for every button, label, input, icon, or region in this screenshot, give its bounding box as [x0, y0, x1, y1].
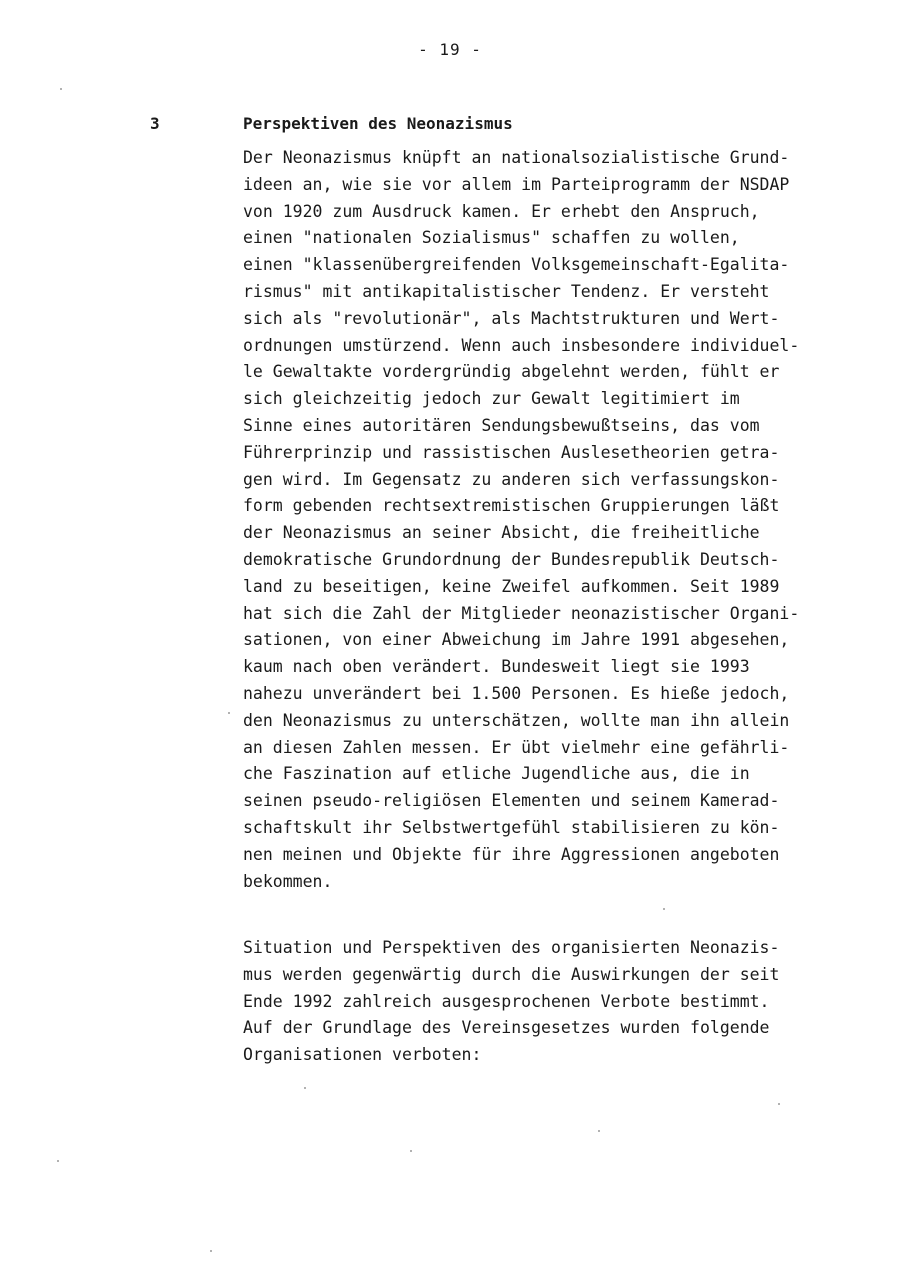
section-number: 3: [150, 114, 160, 133]
text-line: gen wird. Im Gegensatz zu anderen sich verfassungskon-: [243, 469, 780, 489]
text-line: an diesen Zahlen messen. Er übt vielmehr eine gefährli-: [243, 737, 790, 757]
text-line: land zu beseitigen, keine Zweifel aufkommen. Seit 1989: [243, 576, 780, 596]
text-line: Situation und Perspektiven des organisierten Neonazis-: [243, 938, 780, 957]
text-line: rismus" mit antikapitalistischer Tendenz. Er versteht: [243, 281, 770, 301]
scan-speck: [60, 88, 62, 90]
text-line: seinen pseudo-religiösen Elementen und seinem Kamerad-: [243, 791, 780, 811]
text-line: hat sich die Zahl der Mitglieder neonazistischer Organi-: [243, 603, 800, 623]
text-line: le Gewaltakte vordergründig abgelehnt werden, fühlt er: [243, 362, 780, 382]
text-line: Sinne eines autoritären Sendungsbewußtseins, das vom: [243, 415, 760, 435]
text-line: einen "nationalen Sozialismus" schaffen zu wollen,: [243, 228, 740, 248]
text-line: Organisationen verboten:: [243, 1045, 482, 1065]
scan-speck: [598, 1130, 600, 1132]
paragraph-1: [243, 145, 883, 895]
text-line: nen meinen und Objekte für ihre Aggressionen angeboten: [243, 844, 780, 864]
scan-speck: [778, 1103, 780, 1105]
text-line: demokratische Grundordnung der Bundesrepublik Deutsch-: [243, 549, 780, 569]
text-line: che Faszination auf etliche Jugendliche aus, die in: [243, 764, 750, 784]
text-line: ideen an, wie sie vor allem im Parteiprogramm der NSDAP: [243, 174, 790, 194]
text-line: von 1920 zum Ausdruck kamen. Er erhebt den Anspruch,: [243, 201, 760, 221]
section-heading: Perspektiven des Neonazismus: [243, 114, 513, 133]
text-line: schaftskult ihr Selbstwertgefühl stabilisieren zu kön-: [243, 817, 780, 837]
text-line: Auf der Grundlage des Vereinsgesetzes wurden folgende: [243, 1018, 770, 1038]
text-line: einen "klassenübergreifenden Volksgemeinschaft-Egalita-: [243, 255, 790, 275]
text-line: den Neonazismus zu unterschätzen, wollte man ihn allein: [243, 710, 790, 730]
text-line: sich gleichzeitig jedoch zur Gewalt legitimiert im: [243, 389, 740, 409]
text-line: Führerprinzip und rassistischen Auslesetheorien getra-: [243, 442, 780, 462]
text-line: bekommen.: [243, 871, 333, 891]
text-line: sich als "revolutionär", als Machtstrukturen und Wert-: [243, 308, 780, 328]
scan-speck: [228, 712, 230, 714]
text-line: Der Neonazismus knüpft an nationalsozialistische Grund-: [243, 148, 790, 167]
scan-speck: [663, 908, 665, 910]
text-line: der Neonazismus an seiner Absicht, die freiheitliche: [243, 523, 760, 543]
text-line: mus werden gegenwärtig durch die Auswirkungen der seit: [243, 964, 780, 984]
scan-speck: [210, 1250, 212, 1252]
text-line: kaum nach oben verändert. Bundesweit liegt sie 1993: [243, 657, 750, 677]
page-number: - 19 -: [418, 40, 482, 59]
scan-speck: [57, 1160, 59, 1162]
text-line: sationen, von einer Abweichung im Jahre 1991 abgesehen,: [243, 630, 790, 650]
scan-speck: [410, 1150, 412, 1152]
text-line: form gebenden rechtsextremistischen Gruppierungen läßt: [243, 496, 780, 516]
text-line: nahezu unverändert bei 1.500 Personen. Es hieße jedoch,: [243, 683, 790, 703]
paragraph-2: [243, 935, 883, 1069]
text-line: Ende 1992 zahlreich ausgesprochenen Verbote bestimmt.: [243, 991, 770, 1011]
scan-speck: [304, 1087, 306, 1089]
text-line: ordnungen umstürzend. Wenn auch insbesondere individuel-: [243, 335, 800, 355]
